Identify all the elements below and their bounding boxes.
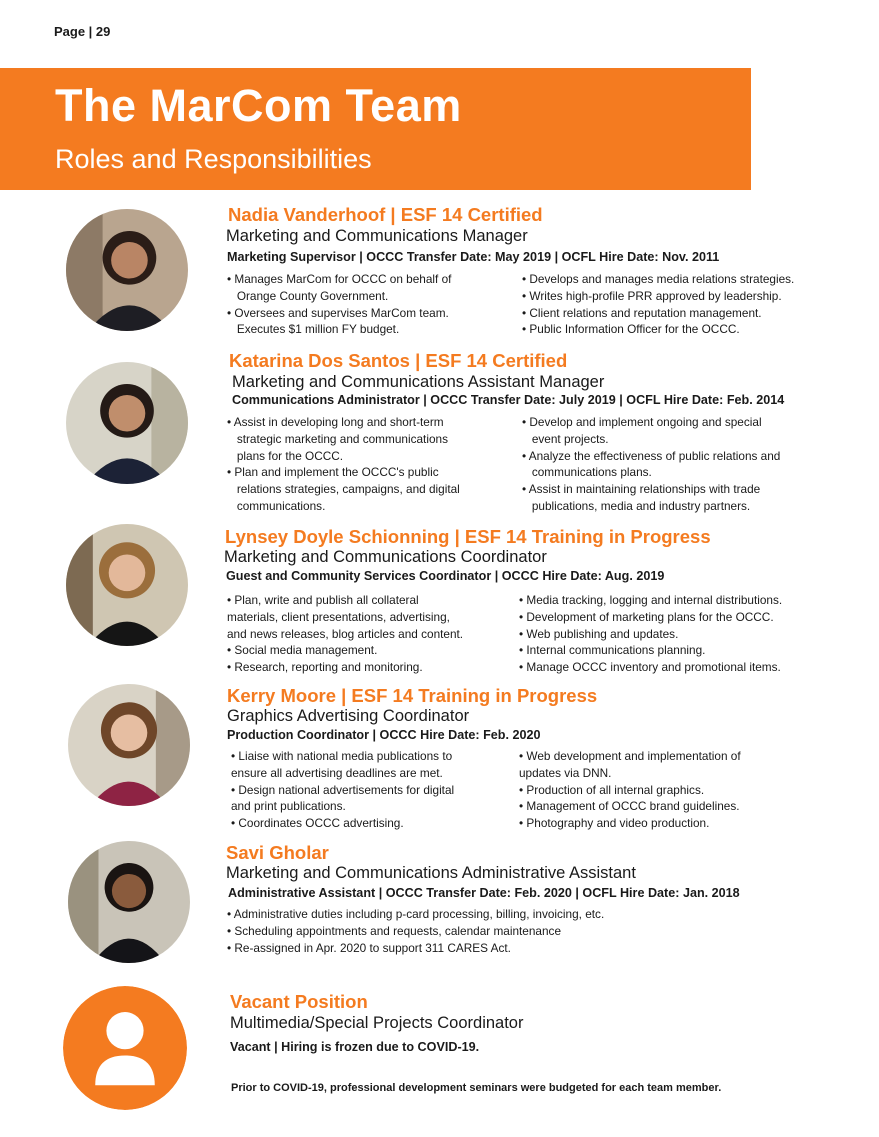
duty-line: • Scheduling appointments and requests, calendar maintenance [227,923,562,938]
portrait-placeholder-icon [66,362,188,484]
vacant-avatar [63,986,187,1110]
member-photo [68,684,190,806]
duties-left [227,592,463,676]
duty-line: • Writes high-profile PRR approved by leadership. [522,288,782,303]
duties-right [519,592,782,676]
member-name: Kerry Moore | ESF 14 Training in Progress [227,685,598,706]
member-role: Graphics Advertising Coordinator [227,707,470,725]
duty-line: • Assist in maintaining relationships with trade [522,482,761,497]
duty-line: • Manage OCCC inventory and promotional items. [519,660,781,675]
member-name: Lynsey Doyle Schionning | ESF 14 Training in Progress [225,526,711,547]
member-meta: Vacant | Hiring is frozen due to COVID-19. [230,1040,480,1054]
duties-right [522,271,794,338]
duty-line: • Photography and video production. [519,816,710,831]
duty-line: • Liaise with national media publications to [231,749,453,763]
duty-line: • Assist in developing long and short-term [227,415,444,429]
duty-line: • Client relations and reputation management. [522,305,762,320]
member-name: Katarina Dos Santos | ESF 14 Certified [229,350,568,371]
duty-line: • Internal communications planning. [519,643,706,658]
duties-left [227,414,460,515]
person-silhouette-icon [63,986,187,1110]
member-name: Savi Gholar [226,842,329,863]
duty-line: • Analyze the effectiveness of public relations and [522,448,781,463]
duty-line: • Plan and implement the OCCC's public [227,465,439,480]
duty-line: publications, media and industry partners. [522,498,751,513]
duty-line: • Oversees and supervises MarCom team. [227,305,449,320]
member-photo [66,209,188,331]
duty-line: • Development of marketing plans for the OCCC. [519,609,774,624]
member-meta: Guest and Community Services Coordinator | OCCC Hire Date: Aug. 2019 [226,569,665,583]
page-title: The MarCom Team [55,80,462,131]
page-number: Page | 29 [54,24,111,39]
duty-line: materials, client presentations, advertising, [227,609,450,624]
duty-line: • Production of all internal graphics. [519,782,705,797]
member-name: Vacant Position [230,991,368,1012]
member-role: Marketing and Communications Coordinator [224,548,547,566]
duties-left [231,748,454,832]
portrait-placeholder-icon [66,524,188,646]
duty-line: and news releases, blog articles and content. [227,626,464,641]
page-subtitle: Roles and Responsibilities [55,144,372,174]
title-banner [0,68,751,190]
duty-line: • Public Information Officer for the OCCC. [522,322,740,337]
duty-line: • Research, reporting and monitoring. [227,660,423,675]
member-photo [66,362,188,484]
member-photo [66,524,188,646]
member-role: Marketing and Communications Manager [226,227,528,245]
duty-line: • Coordinates OCCC advertising. [231,816,404,831]
duty-line: • Social media management. [227,643,378,658]
duty-line: relations strategies, campaigns, and digital [227,482,460,497]
duties-left [227,906,604,956]
member-role: Multimedia/Special Projects Coordinator [230,1014,524,1032]
duty-line: and print publications. [231,799,346,814]
duty-line: strategic marketing and communications [227,431,448,446]
member-meta: Administrative Assistant | OCCC Transfer Date: Feb. 2020 | OCFL Hire Date: Jan. 2018 [228,886,740,900]
duties-right [522,414,780,515]
duty-line: • Web development and implementation of [519,749,741,763]
duty-line: Executes $1 million FY budget. [227,322,400,337]
duties-left [227,271,451,338]
duty-line: ensure all advertising deadlines are met. [231,765,443,780]
duty-line: updates via DNN. [519,765,612,780]
member-name: Nadia Vanderhoof | ESF 14 Certified [228,204,543,225]
member-role: Marketing and Communications Administrative Assistant [226,864,636,882]
footnote: Prior to COVID-19, professional development seminars were budgeted for each team member. [231,1082,722,1094]
member-meta: Communications Administrator | OCCC Transfer Date: July 2019 | OCFL Hire Date: Feb. 2014 [232,393,785,407]
duty-line: • Manages MarCom for OCCC on behalf of [227,272,452,286]
duty-line: • Administrative duties including p-card processing, billing, invoicing, etc. [227,907,605,921]
duty-line: plans for the OCCC. [227,448,344,463]
duty-line: event projects. [522,431,609,446]
portrait-placeholder-icon [66,209,188,331]
duty-line: communications plans. [522,465,652,480]
duty-line: • Design national advertisements for digital [231,782,455,797]
duty-line: • Develops and manages media relations strategies. [522,272,795,286]
member-meta: Production Coordinator | OCCC Hire Date: Feb. 2020 [227,728,541,742]
duty-line: • Management of OCCC brand guidelines. [519,799,740,814]
duty-line: • Media tracking, logging and internal distributions. [519,593,783,607]
duty-line: • Web publishing and updates. [519,626,679,641]
member-photo [68,841,190,963]
portrait-placeholder-icon [68,684,190,806]
duties-right [519,748,741,832]
duty-line: • Develop and implement ongoing and special [522,415,762,429]
duty-line: • Re-assigned in Apr. 2020 to support 311 CARES Act. [227,940,511,955]
member-meta: Marketing Supervisor | OCCC Transfer Date: May 2019 | OCFL Hire Date: Nov. 2011 [227,250,720,264]
portrait-placeholder-icon [68,841,190,963]
member-role: Marketing and Communications Assistant Manager [232,373,605,391]
duty-line: • Plan, write and publish all collateral [227,593,419,607]
duty-line: communications. [227,498,326,513]
duty-line: Orange County Government. [227,288,389,303]
